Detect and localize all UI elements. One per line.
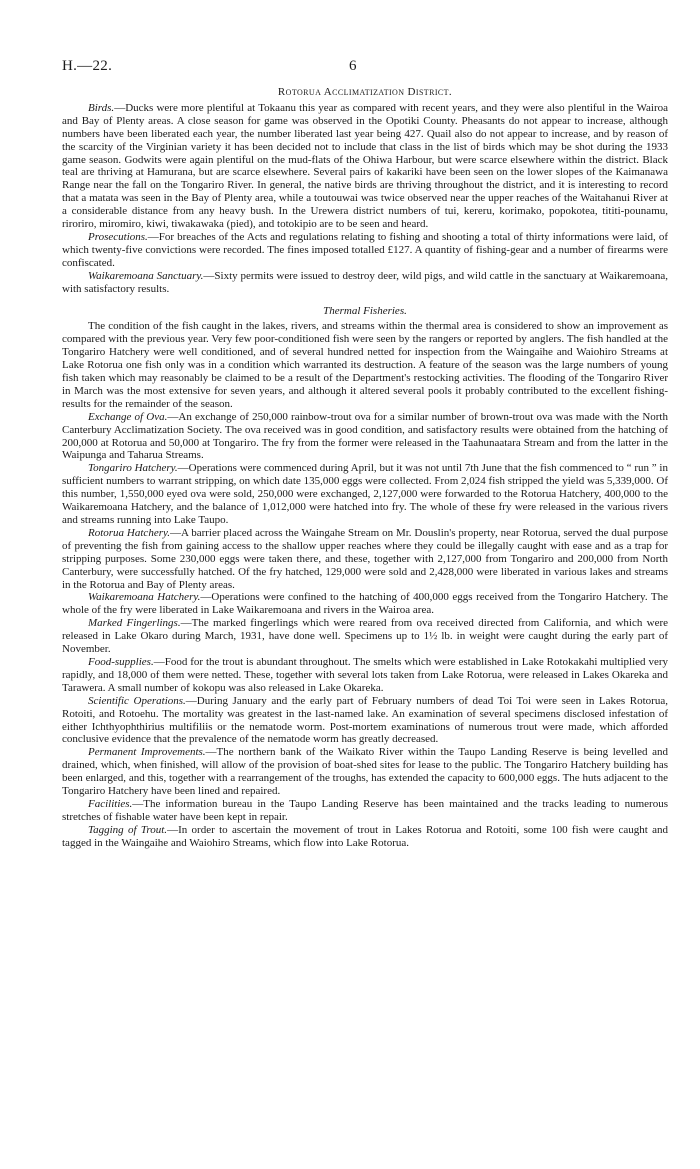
paragraph-lead: Birds. [88, 101, 115, 114]
paragraph [62, 411, 668, 463]
paragraph-lead: Marked Fingerlings. [88, 617, 181, 630]
paragraph-lead: Scientific Operations. [88, 694, 186, 707]
paragraph [62, 270, 668, 296]
paragraph-text: —Food for the trout is abundant throughout. The smelts which were established in Lake Rotokakahi multiplied very rapidly, and 18,000 of them were netted. These, together with several lots taken from Lake Rotorua, were released in Lakes Okareka and Tarawera. A small number of kokopu was also released in Lake Okareka. [62, 655, 668, 694]
paragraph [62, 462, 668, 527]
paragraph-text: —During January and the early part of February numbers of dead Toi Toi were seen in Lakes Rotorua, Rotoiti, and Rotoehu. The mortality was greatest in the last-named lake. An examination of several specimens disclosed infestation of either Ichthyophthirius multifiliis or the nematode worm. Post-mortem examinations of numerous trout were made, which afforded conclusive evidence that the prevalence of the nematode worm has greatly decreased. [62, 694, 668, 746]
paragraph [62, 746, 668, 798]
body-text [62, 86, 668, 850]
paragraph-lead: Permanent Improvements. [88, 746, 206, 759]
paragraph-lead: Waikaremoana Hatchery. [88, 591, 201, 604]
paragraph-text: —In order to ascertain the movement of trout in Lakes Rotorua and Rotoiti, some 100 fish were caught and tagged in the Waingaihe and Waiohiro Streams, which flow into Lake Rotorua. [62, 823, 668, 849]
paragraph [62, 591, 668, 617]
page-number: 6 [349, 58, 357, 74]
paragraph [62, 824, 668, 850]
paragraph [62, 656, 668, 695]
paragraph-lead: Waikaremoana Sanctuary. [88, 269, 204, 282]
subsection-title: Thermal Fisheries. [323, 304, 407, 317]
paragraph-text: —Operations were commenced during April, but it was not until 7th June that the fish commenced to “ run ” in sufficient numbers to warrant stripping, on which date 135,000 eggs were collected. From 2,024 fish stripped the yield was 5,339,000. Of this number, 1,550,000 eyed ova were sold, 250,000 were exchanged, 2,127,000 were forwarded to the Rotorua Hatchery, 400,000 to the Waikaremoana Hatchery, and the balance of 1,012,000 were hatched into fry. The whole of these fry were released in the various rivers and streams running into Lake Taupo. [62, 462, 668, 526]
paragraph-lead: Facilities. [88, 797, 133, 810]
paragraph [62, 102, 668, 231]
page-header [62, 58, 668, 78]
paragraph-text: —Ducks were more plentiful at Tokaanu this year as compared with recent years, and they were also plentiful in the Wairoa and Bay of Plenty areas. A close season for game was observed in the Opotiki County. Pheasants do not appear to increase, although numbers have been liberated each year, the number liberated last year being 427. Quail also do not appear to increase, and by reason of the scarcity of the Virginian variety it has been decided not to include that class in the list of birds which may be shot during the 1933 game season. Godwits were again plentiful on the mud-flats of the Ohiwa Harbour, but were scarce elsewhere within the district. Black teal are thriving at Hamurana, but are scarce elsewhere. Several pairs of kakariki have been seen on the lower slopes of the Kaimanawa Range near the fall on the Tongariro River. In general, the native birds are thriving throughout the district, and it is interesting to record that a matata was seen in the Bay of Plenty area, while a toutouwai was twice observed near the upper reaches of the Waitahanui River at a considerable distance from any heavy bush. In the Urewera district numbers of tui, kereru, korimako, popokotea, tititi-pounamu, riroriro, miromiro, kiwi, tiwakawaka (pied), and totokipio are to be seen and heard. [62, 101, 668, 231]
paragraph-text: —The northern bank of the Waikato River within the Taupo Landing Reserve is being levelled and drained, which, when finished, will allow of the provision of boat-shed sites for lease to the public. The Tongariro Hatchery building has been enlarged, and this, together with a rearrangement of the troughs, has extended the capacity to 600,000 eggs. The huts adjacent to the Tongariro Hatchery have been lined and repaired. [62, 746, 669, 798]
paragraph [62, 617, 668, 656]
paragraph-text: —An exchange of 250,000 rainbow-trout ova for a similar number of brown-trout ova was made with the North Canterbury Acclimatization Society. The ova received was in good condition, and satisfactory results were obtained from the hatching of 200,000 at Rotorua and 50,000 at Tongariro. The fry from the former were released in the Taahunaatara Stream and from the latter in the Waipunga and Taharua Streams. [62, 410, 668, 462]
paragraph-lead: Tagging of Trout. [88, 823, 168, 836]
paragraph-text: —Operations were confined to the hatching of 400,000 eggs received from the Tongariro Hatchery. The whole of the fry were liberated in Lake Waikaremoana and rivers in the Wairoa area. [62, 591, 668, 617]
paragraph-text: —For breaches of the Acts and regulations relating to fishing and shooting a total of thirty informations were laid, of which twenty-five convictions were recorded. The fines imposed totalled £127. A quantity of fishing-gear and a number of firearms were confiscated. [62, 230, 668, 269]
paragraph [62, 231, 668, 270]
paragraph-lead: Food-supplies. [88, 655, 154, 668]
paragraph-lead: Exchange of Ova. [88, 410, 168, 423]
section-title: Rotorua Acclimatization District. [277, 86, 453, 98]
paragraph [62, 798, 668, 824]
paragraph-text: —The information bureau in the Taupo Landing Reserve has been maintained and the tracks leading to numerous stretches of fishable water have been kept in repair. [62, 797, 668, 823]
subsection-paragraphs [62, 320, 668, 849]
paragraph-text: The condition of the fish caught in the lakes, rivers, and streams within the thermal area is considered to show an improvement as compared with the previous year. Very few poor-conditioned fish were seen by the rangers or reported by anglers. The fish handled at the Tongariro Hatchery were well conditioned, and of several hundred netted for inspection from the Waingaihe and Waiohiro Streams at Lake Rotorua one fish only was in a condition which warranted its destruction. A feature of the season was the large numbers of young fish taken which may reasonably be claimed to be a result of the Department's restocking activities. The flooding of the Tongariro River in March was the most extensive for seven years, and although it altered several pools it probably contributed to the excellent fishing-results for the remainder of the season. [62, 320, 668, 410]
paragraph-text: —The marked fingerlings which were reared from ova received directed from California, and which were released in Lake Okaro during March, 1931, have done well. Specimens up to 1½ lb. in weight were caught during the early part of November. [62, 617, 668, 656]
paragraph [62, 527, 668, 592]
paragraph-lead: Prosecutions. [88, 230, 148, 243]
paragraph [62, 320, 668, 410]
paragraph [62, 695, 668, 747]
document-reference: H.—22. [62, 58, 113, 74]
paragraph-text: —A barrier placed across the Waingahe Stream on Mr. Douslin's property, near Rotorua, served the dual purpose of preventing the fish from gaining access to the shallow upper reaches where they could be illegally caught with ease and as a trap for stripping purposes. Some 230,000 eggs were taken there, and these, together with 2,127,000 from Tongariro and 200,000 from North Canterbury, were successfully hatched. Of the fry hatched, 129,000 were sold and 2,428,000 were liberated in various lakes and streams in the Rotorua and Bay of Plenty areas. [62, 526, 668, 591]
section-paragraphs [62, 102, 668, 296]
paragraph-lead: Tongariro Hatchery. [88, 462, 178, 475]
paragraph-text: —Sixty permits were issued to destroy deer, wild pigs, and wild cattle in the sanctuary at Waikaremoana, with satisfactory results. [62, 269, 668, 295]
paragraph-lead: Rotorua Hatchery. [88, 526, 171, 539]
